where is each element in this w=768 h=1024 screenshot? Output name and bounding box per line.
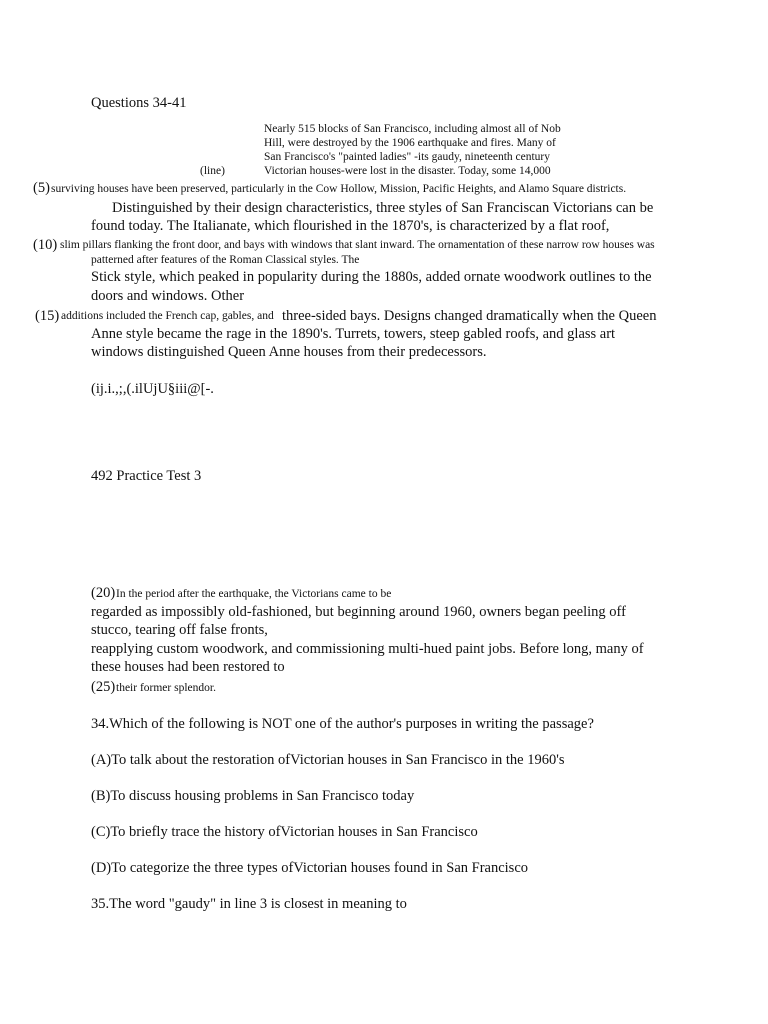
line-number-5: (5) (33, 180, 50, 196)
passage-line-10: slim pillars flanking the front door, and bays with windows that slant inward. The ornamentation of these narrow row houses was (60, 239, 655, 251)
passage-line-5: surviving houses have been preserved, particularly in the Cow Hollow, Mission, Pacific Heights, and Alamo Square districts. (51, 183, 627, 195)
passage-paragraph-line: found today. The Italianate, which flourished in the 1870's, is characterized by a flat roof, (91, 218, 610, 234)
answer-option-c[interactable]: (C)To briefly trace the history ofVictorian houses in San Francisco (91, 824, 478, 840)
answer-option-d[interactable]: (D)To categorize the three types ofVictorian houses found in San Francisco (91, 860, 529, 876)
passage-paragraph-line: these houses had been restored to (91, 659, 285, 675)
line-label: (line) (200, 165, 225, 177)
passage-intro-line: Victorian houses-were lost in the disaster. Today, some 14,000 (264, 165, 551, 177)
passage-line-10-cont: patterned after features of the Roman Classical styles. The (91, 254, 360, 266)
line-number-20: (20) (91, 585, 116, 601)
line-number-15: (15) (35, 308, 60, 324)
passage-paragraph-line: doors and windows. Other (91, 288, 245, 304)
line-number-25: (25) (91, 679, 116, 695)
passage-intro-line: San Francisco's "painted ladies" -its gaudy, nineteenth century (264, 151, 551, 163)
answer-option-a[interactable]: (A)To talk about the restoration ofVictorian houses in San Francisco in the 1960's (91, 752, 565, 768)
passage-line-20-small: In the period after the earthquake, the Victorians came to be (116, 588, 392, 600)
passage-paragraph-line: Distinguished by their design characteristics, three styles of San Franciscan Victorians can be (112, 200, 654, 216)
page-footer: 492 Practice Test 3 (91, 468, 202, 484)
passage-paragraph-line: regarded as impossibly old-fashioned, but beginning around 1960, owners began peeling off (91, 604, 626, 620)
question-35: 35.The word "gaudy" in line 3 is closest in meaning to (91, 896, 407, 912)
passage-intro-line: Hill, were destroyed by the 1906 earthquake and fires. Many of (264, 137, 556, 149)
passage-paragraph-line: reapplying custom woodwork, and commissioning multi-hued paint jobs. Before long, many of (91, 641, 644, 657)
question-range-title: Questions 34-41 (91, 95, 187, 111)
passage-paragraph-line: windows distinguished Queen Anne houses from their predecessors. (91, 344, 487, 360)
passage-paragraph-line: stucco, tearing off false fronts, (91, 622, 268, 638)
passage-line-25-small: their former splendor. (116, 682, 216, 694)
passage-paragraph-line: Anne style became the rage in the 1890's. Turrets, towers, steep gabled roofs, and glass art (91, 326, 616, 342)
passage-line-15-small: additions included the French cap, gables, and (61, 310, 274, 322)
passage-line-15: three-sided bays. Designs changed dramatically when the Queen (282, 308, 657, 324)
passage-paragraph-line: Stick style, which peaked in popularity during the 1880s, added ornate woodwork outlines to the (91, 269, 652, 285)
ocr-garbled-text: (ij.i.,;,(.ilUjU§iii@[-. (91, 381, 214, 397)
question-34: 34.Which of the following is NOT one of the author's purposes in writing the passage? (91, 716, 594, 732)
answer-option-b[interactable]: (B)To discuss housing problems in San Francisco today (91, 788, 415, 804)
passage-intro-line: Nearly 515 blocks of San Francisco, including almost all of Nob (264, 123, 561, 135)
line-number-10: (10) (33, 237, 58, 253)
